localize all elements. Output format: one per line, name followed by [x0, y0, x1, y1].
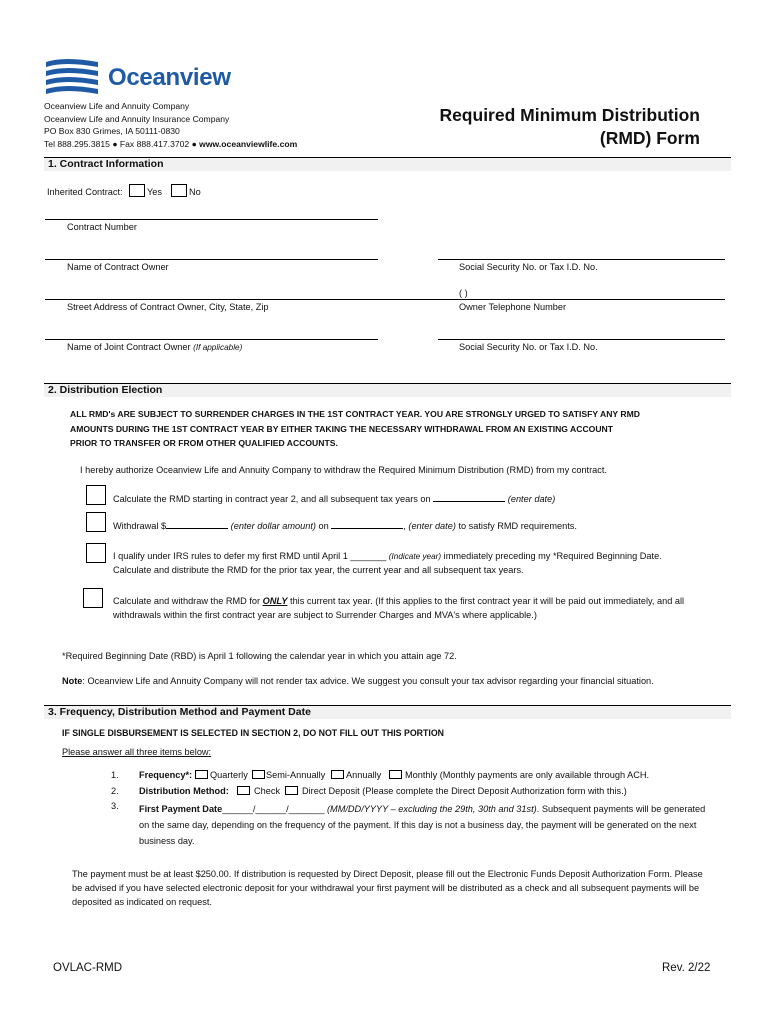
phone-area-code: ( )	[459, 288, 468, 298]
frequency-monthly-label: Monthly (Monthly payments are only available through ACH.	[405, 770, 650, 780]
item-2-number: 2.	[111, 786, 119, 796]
option-3-text	[113, 550, 662, 577]
ssn-label: Social Security No. or Tax I.D. No.	[459, 262, 598, 272]
address-field[interactable]	[45, 299, 725, 300]
form-title	[400, 104, 700, 150]
inherited-no-label: No	[189, 187, 201, 197]
frequency-quarterly-checkbox[interactable]	[195, 770, 208, 779]
inherited-no-checkbox[interactable]	[171, 184, 187, 197]
option-2-label-a: Withdrawal $	[113, 521, 167, 531]
phone-fax: Tel 888.295.3815 ● Fax 888.417.3702 ●	[44, 138, 200, 149]
title-line-1: Required Minimum Distribution	[439, 105, 700, 125]
tax-note-label: Note	[62, 676, 83, 686]
option-4-checkbox[interactable]	[83, 588, 103, 608]
rmd-warning-line-2: AMOUNTS DURING THE 1ST CONTRACT YEAR BY EITHER TAKING THE NECESSARY WITHDRAWAL FROM AN EXISTING ACCOUNT	[70, 423, 614, 434]
payment-note-line-3: deposited as indicated on request.	[72, 897, 212, 907]
option-2-amount-hint: (enter dollar amount)	[230, 521, 316, 531]
method-check-label: Check	[254, 786, 281, 796]
option-1-checkbox[interactable]	[86, 485, 106, 505]
option-4-text	[113, 595, 684, 622]
first-payment-text: . Subsequent payments will be generated	[536, 804, 706, 814]
payment-minimum-note	[72, 867, 703, 909]
joint-ssn-label: Social Security No. or Tax I.D. No.	[459, 342, 598, 352]
option-4-only: ONLY	[262, 596, 288, 606]
joint-owner-label	[67, 342, 242, 352]
option-4-label-b: this current tax year. (If this applies to the first contract year it will be paid out immediately, and all	[287, 596, 685, 606]
frequency-semi-label: Semi-Annually	[266, 770, 326, 780]
frequency-monthly-checkbox[interactable]	[389, 770, 402, 779]
frequency-annually-label: Annually	[346, 770, 382, 780]
joint-owner-note: (If applicable)	[193, 343, 243, 352]
first-payment-date-field[interactable]: ______/______/_______	[222, 804, 325, 814]
option-4-line-2: withdrawals within the first contract year are subject to Surrender Charges and MVA's where applicable.)	[113, 609, 537, 620]
option-2-date-hint: (enter date)	[408, 521, 456, 531]
option-2-label-b: on	[315, 521, 332, 531]
joint-ssn-field[interactable]	[438, 339, 725, 340]
payment-note-line-1: The payment must be at least $250.00. If distribution is requested by Direct Deposit, please fill out the Electronic Funds Deposit Authorization Form. Please	[72, 869, 703, 879]
answer-instruction: Please answer all three items below:	[62, 747, 212, 757]
section-1-header: 1. Contract Information	[44, 157, 731, 171]
authorize-statement: I hereby authorize Oceanview Life and Annuity Company to withdraw the Required Minimum Distribution (RMD) from my contract.	[80, 465, 607, 475]
inherited-label: Inherited Contract:	[47, 187, 123, 197]
option-3-line-2: Calculate and distribute the RMD for the prior tax year, the current year and all subsequent tax years.	[113, 564, 524, 575]
company-address	[44, 100, 297, 150]
option-3-year-hint: (Indicate year)	[388, 552, 442, 561]
option-1-date-hint: (enter date)	[507, 494, 556, 504]
option-3-checkbox[interactable]	[86, 543, 106, 563]
section-2-header: 2. Distribution Election	[44, 383, 731, 397]
option-1-text	[113, 492, 555, 504]
distribution-method-label: Distribution Method:	[139, 786, 229, 796]
frequency-annually-checkbox[interactable]	[331, 770, 344, 779]
logo-wordmark: Oceanview	[108, 64, 231, 91]
ssn-field[interactable]	[438, 259, 725, 260]
method-direct-deposit-checkbox[interactable]	[285, 786, 298, 795]
joint-owner-field[interactable]	[45, 339, 378, 340]
first-payment-line-1	[139, 801, 705, 817]
tax-note	[62, 676, 654, 686]
method-direct-deposit-label: Direct Deposit (Please complete the Direct Deposit Authorization form with this.)	[302, 786, 627, 796]
inherited-yes-label: Yes	[147, 187, 162, 197]
option-1-label: Calculate the RMD starting in contract year 2, and all subsequent tax years on	[113, 494, 431, 504]
joint-owner-text: Name of Joint Contract Owner	[67, 342, 191, 352]
section-3-header: 3. Frequency, Distribution Method and Payment Date	[44, 705, 731, 719]
company-line-3: PO Box 830 Grimes, IA 50111-0830	[44, 126, 180, 136]
contract-number-label: Contract Number	[67, 222, 137, 232]
form-code: OVLAC-RMD	[53, 962, 123, 974]
inherited-yes-checkbox[interactable]	[129, 184, 145, 197]
owner-name-field[interactable]	[45, 259, 378, 260]
tax-note-text: : Oceanview Life and Annuity Company will not render tax advice. We suggest you consult your tax advisor regarding your financial situation.	[82, 676, 654, 686]
company-line-1: Oceanview Life and Annuity Company	[44, 101, 190, 111]
option-1-date-field[interactable]	[433, 492, 505, 502]
rmd-warning-line-3: PRIOR TO TRANSFER OR FROM OTHER QUALIFIED ACCOUNTS.	[70, 438, 338, 448]
option-3-label-b: immediately preceding my *Required Beginning Date.	[443, 551, 662, 561]
title-line-2: (RMD) Form	[599, 128, 700, 148]
option-2-label-c: to satisfy RMD requirements.	[455, 521, 577, 531]
address-label: Street Address of Contract Owner, City, State, Zip	[67, 302, 269, 312]
first-payment-line-2: on the same day, depending on the frequency of the payment. If this day is not a business day, the payment will be generated on the next	[139, 820, 697, 830]
item-3-number: 3.	[111, 801, 119, 811]
revision: Rev. 2/22	[662, 962, 711, 974]
single-disbursement-warning: IF SINGLE DISBURSEMENT IS SELECTED IN SECTION 2, DO NOT FILL OUT THIS PORTION	[62, 728, 445, 738]
option-3-label-a: I qualify under IRS rules to defer my first RMD until April 1 _______	[113, 551, 387, 561]
distribution-method-text: Distribution Method	[139, 786, 226, 796]
first-payment-label: First Payment Date	[139, 804, 223, 814]
company-logo	[44, 56, 244, 100]
frequency-semi-checkbox[interactable]	[252, 770, 265, 779]
frequency-label: Frequency*:	[139, 770, 193, 780]
rbd-note: *Required Beginning Date (RBD) is April 1 following the calendar year in which you attain age 72.	[62, 651, 457, 661]
first-payment-date-hint: (MM/DD/YYYY – excluding the 29th, 30th and 31st)	[327, 804, 537, 814]
rmd-warning-line-1: ALL RMD's ARE SUBJECT TO SURRENDER CHARGES IN THE 1ST CONTRACT YEAR. YOU ARE STRONGLY URGED TO SATISFY ANY RMD	[70, 409, 640, 419]
contact-line	[44, 138, 297, 151]
website-link[interactable]: www.oceanviewlife.com	[199, 138, 298, 149]
option-4-line-1	[113, 595, 684, 609]
item-1-number: 1.	[111, 770, 119, 780]
option-2-text: Withdrawal $ (enter dollar amount) on , (enter date) to satisfy RMD requirements.	[113, 521, 577, 531]
option-2-checkbox[interactable]	[86, 512, 106, 532]
wave-logo-icon	[44, 56, 100, 100]
owner-name-label: Name of Contract Owner	[67, 262, 169, 272]
rmd-warning	[70, 407, 640, 451]
option-2-amount-field[interactable]	[166, 519, 228, 529]
contract-number-field[interactable]	[45, 219, 378, 220]
first-payment-date-block	[139, 801, 705, 849]
payment-note-line-2: be advised if you have selected electronic deposit for your withdrawal your first payment will be distributed as a check and all subsequent payments will be	[72, 883, 700, 893]
owner-phone-label: Owner Telephone Number	[459, 302, 567, 312]
first-payment-line-3: business day.	[139, 836, 195, 846]
frequency-quarterly-label: Quarterly	[210, 770, 248, 780]
option-4-label-a: Calculate and withdraw the RMD for	[113, 596, 263, 606]
option-2-date-field[interactable]	[331, 519, 403, 529]
company-line-2: Oceanview Life and Annuity Insurance Company	[44, 113, 230, 124]
option-3-line-1	[113, 550, 662, 564]
method-check-checkbox[interactable]	[237, 786, 250, 795]
